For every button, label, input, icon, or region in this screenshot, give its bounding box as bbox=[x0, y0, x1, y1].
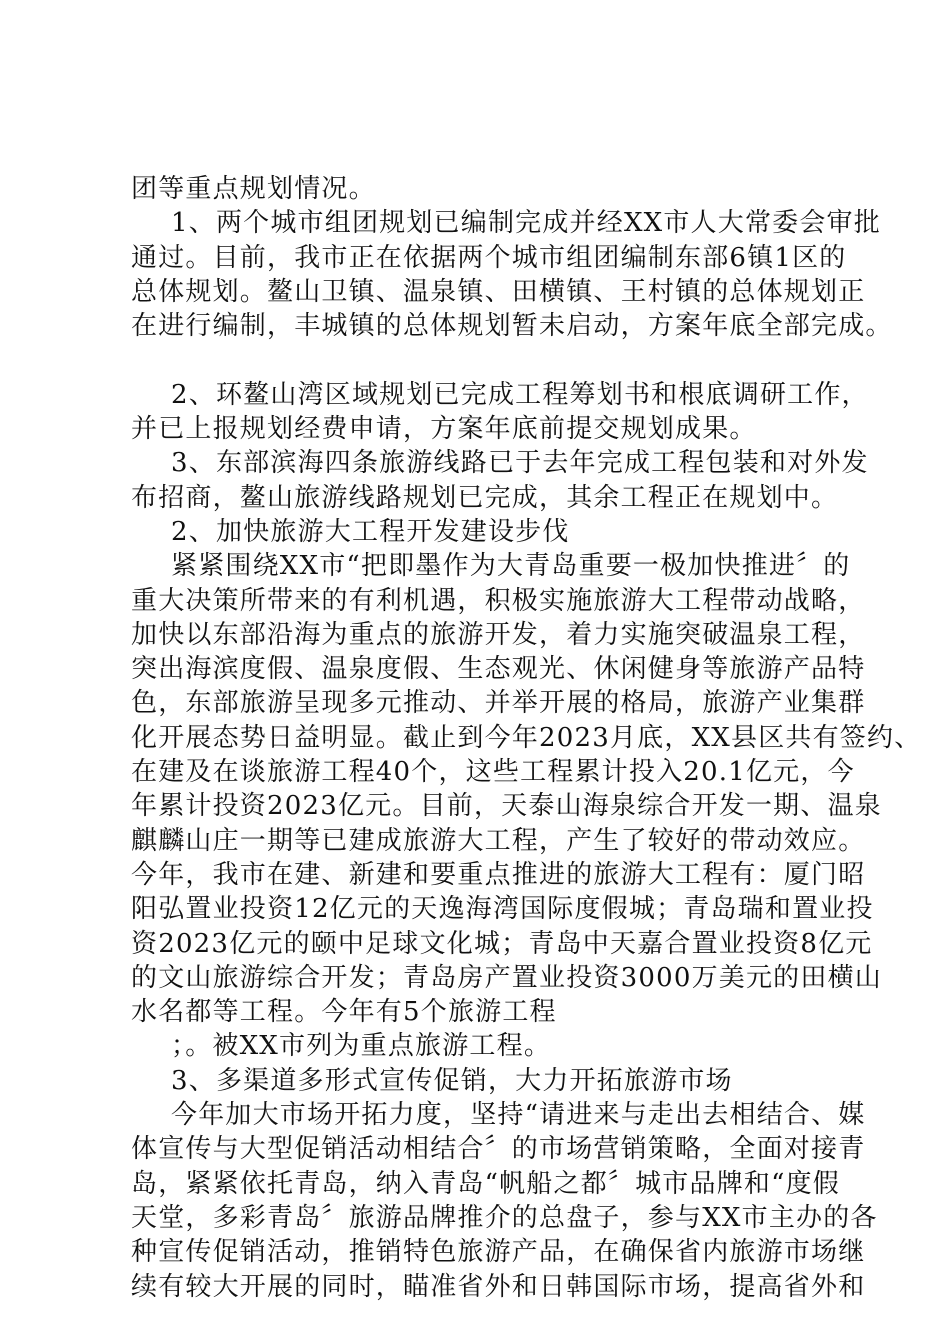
text-line: 团等重点规划情况。 bbox=[131, 174, 376, 204]
text-line: 布招商，鳌山旅游线路规划已完成，其余工程正在规划中。 bbox=[131, 482, 839, 513]
text-line: 在进行编制，丰城镇的总体规划暂未启动，方案年底全部完成。 bbox=[131, 311, 893, 342]
text-line: 色，东部旅游呈现多元推动、并举开展的格局，旅游产业集群 bbox=[131, 688, 866, 719]
text-line: 资2023亿元的颐中足球文化城；青岛中天嘉合置业投资8亿元 bbox=[131, 928, 873, 959]
text-line: 紧紧围绕XX市“把即墨作为大青岛重要一极加快推进〞的 bbox=[171, 551, 851, 582]
text-line: 突出海滨度假、温泉度假、生态观光、休闲健身等旅游产品特 bbox=[131, 654, 866, 685]
text-line: 麒麟山庄一期等已建成旅游大工程，产生了较好的带动效应。 bbox=[131, 825, 866, 856]
text-line: 并已上报规划经费申请，方案年底前提交规划成果。 bbox=[131, 414, 757, 445]
text-line: 通过。目前，我市正在依据两个城市组团编制东部6镇1区的 bbox=[131, 242, 847, 273]
document-body bbox=[131, 172, 922, 1304]
text-line: 总体规划。鳌山卫镇、温泉镇、田横镇、王村镇的总体规划正 bbox=[131, 276, 866, 307]
text-line: 今年加大市场开拓力度，坚持“请进来与走出去相结合、媒 bbox=[171, 1100, 866, 1131]
text-line: 2、环鳌山湾区域规划已完成工程筹划书和根底调研工作， bbox=[171, 379, 869, 410]
text-line: 的文山旅游综合开发；青岛房产置业投资3000万美元的田横山 bbox=[131, 962, 882, 993]
text-line: 种宣传促销活动，推销特色旅游产品，在确保省内旅游市场继 bbox=[131, 1237, 866, 1268]
text-line: 1、两个城市组团规划已编制完成并经XX市人大常委会审批 bbox=[171, 208, 881, 239]
paragraph-spacer bbox=[131, 343, 851, 377]
text-line: 体宣传与大型促销活动相结合〞的市场营销策略，全面对接青 bbox=[131, 1134, 866, 1165]
section-heading: 3、多渠道多形式宣传促销，大力开拓旅游市场 bbox=[171, 1065, 733, 1096]
text-line: 加快以东部沿海为重点的旅游开发，着力实施突破温泉工程， bbox=[131, 619, 866, 650]
section-heading: 2、加快旅游大工程开发建设步伐 bbox=[171, 516, 570, 547]
text-line: 续有较大开展的同时，瞄准省外和日韩国际市场，提高省外和 bbox=[131, 1271, 866, 1302]
text-line: 今年，我市在建、新建和要重点推进的旅游大工程有：厦门昭 bbox=[131, 859, 866, 890]
text-line: 岛，紧紧依托青岛，纳入青岛“帆船之都〞城市品牌和“度假 bbox=[131, 1168, 840, 1199]
text-line: 3、东部滨海四条旅游线路已于去年完成工程包装和对外发 bbox=[171, 448, 869, 479]
text-line: 天堂，多彩青岛〞旅游品牌推介的总盘子，参与XX市主办的各 bbox=[131, 1202, 878, 1233]
text-line: 重大决策所带来的有利机遇，积极实施旅游大工程带动战略， bbox=[131, 585, 866, 616]
text-line: 水名都等工程。今年有5个旅游工程 bbox=[131, 997, 557, 1028]
text-line: ；。被XX市列为重点旅游工程。 bbox=[171, 1031, 552, 1062]
text-line: 阳弘置业投资12亿元的天逸海湾国际度假城；青岛瑞和置业投 bbox=[131, 894, 874, 925]
text-line: 年累计投资2023亿元。目前，天泰山海泉综合开发一期、温泉 bbox=[131, 791, 882, 822]
text-line: 在建及在谈旅游工程40个，这些工程累计投入20.1亿元，今 bbox=[131, 757, 855, 788]
text-line: 化开展态势日益明显。截止到今年2023月底，XX县区共有签约、 bbox=[131, 722, 922, 753]
